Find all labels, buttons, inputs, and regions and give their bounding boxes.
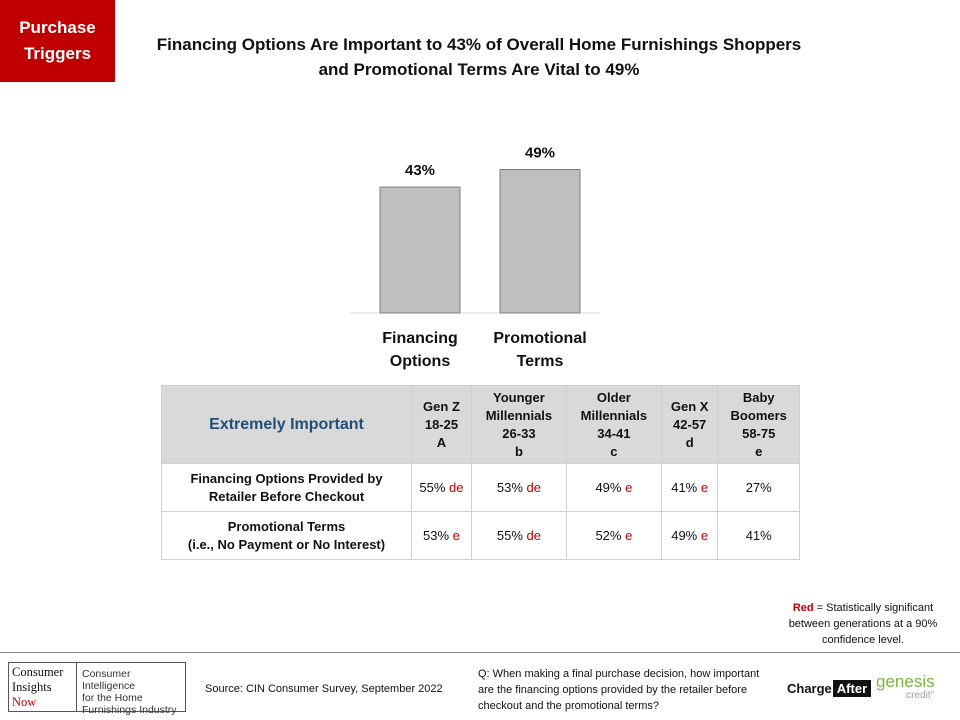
- row-label: [162, 464, 412, 512]
- category-label: Options: [389, 353, 451, 370]
- cell-significance: e: [621, 528, 633, 543]
- cell-value: 55%: [419, 480, 446, 495]
- cell-value: 53%: [496, 480, 523, 495]
- chargeafter-logo: [787, 680, 871, 697]
- row-label-line: (i.e., No Payment or No Interest): [187, 536, 386, 552]
- cell-value: 49%: [671, 528, 698, 543]
- section-tag: [0, 0, 115, 82]
- cell-significance: e: [697, 528, 709, 543]
- column-header-line: Gen X: [670, 398, 709, 414]
- cell-significance: e: [621, 480, 633, 495]
- cell-value: 41%: [671, 480, 698, 495]
- category-label: Terms: [516, 353, 564, 370]
- table-header-row: [162, 386, 800, 464]
- column-header-line: 18-25: [424, 416, 459, 432]
- table-row: [162, 512, 800, 560]
- cell-value: 49%: [595, 480, 622, 495]
- logo-tagline-line3: Furnishings Industry: [82, 704, 177, 716]
- source-text: Source: CIN Consumer Survey, September 2022: [205, 683, 443, 695]
- table-row: [162, 464, 800, 512]
- col-gen-z: [414, 398, 469, 452]
- category-label: Promotional: [493, 330, 587, 347]
- bar-chart: [340, 108, 620, 378]
- cell-significance: e: [449, 528, 460, 543]
- data-label: 49%: [524, 144, 556, 162]
- note-text-3: confidence level.: [822, 634, 904, 646]
- table-cell: [412, 464, 472, 512]
- column-header-line: Millennials: [485, 407, 553, 423]
- page-title: [118, 32, 840, 82]
- cin-logo-tagline: [77, 663, 185, 716]
- column-header: [661, 386, 718, 464]
- note-red-word: Red: [792, 602, 814, 614]
- col-gen-x: [664, 398, 716, 452]
- row-label-line: Promotional Terms: [227, 518, 346, 534]
- cell-value: 27%: [745, 480, 772, 495]
- data-label: 43%: [404, 162, 436, 180]
- cin-logo: [8, 662, 186, 716]
- column-header-line: Millennials: [580, 407, 648, 423]
- genesis-logo-word: genesis: [876, 672, 935, 691]
- column-header-line: A: [436, 434, 447, 450]
- note-text-1: = Statistically significant: [813, 602, 934, 614]
- column-header-line: d: [685, 434, 694, 450]
- table-cell: [566, 464, 661, 512]
- cell-value: 55%: [496, 528, 523, 543]
- table-cell: [718, 512, 800, 560]
- column-header-line: 42-57: [673, 416, 707, 432]
- table-cell: [471, 464, 566, 512]
- column-header-line: 34-41: [597, 425, 631, 441]
- survey-question: Q: When making a final purchase decision, how important are the financing options provided by the retailer before checkout and the promotional terms?: [478, 668, 760, 712]
- column-header-line: e: [755, 443, 763, 459]
- column-header-line: Older: [596, 389, 631, 405]
- table-cell: [718, 464, 800, 512]
- footer-divider: [0, 652, 960, 653]
- page-title-line1: Financing Options Are Important to 43% of Overall Home Furnishings Shoppers: [156, 35, 802, 54]
- column-header-line: 58-75: [742, 425, 776, 441]
- col-younger-millennials: [474, 389, 564, 461]
- row-label: [162, 512, 412, 560]
- cell-significance: de: [522, 480, 541, 495]
- bar: [380, 187, 460, 313]
- column-header: [412, 386, 472, 464]
- cell-significance: de: [522, 528, 541, 543]
- note-text-2: between generations at a 90%: [788, 618, 938, 630]
- chargeafter-logo-a: Charge: [787, 681, 832, 696]
- section-tag-line2: Triggers: [23, 44, 92, 63]
- table-cell: [471, 512, 566, 560]
- cell-significance: e: [697, 480, 709, 495]
- generation-table: [161, 385, 800, 560]
- table-cell: [566, 512, 661, 560]
- column-header-line: Baby: [742, 389, 775, 405]
- cell-value: 53%: [423, 528, 450, 543]
- significance-note: [770, 600, 956, 648]
- table-row-header: Extremely Important: [162, 386, 412, 464]
- logo-mark-line1: Consumer: [12, 665, 64, 679]
- table-cell: [661, 512, 718, 560]
- column-header-line: 26-33: [502, 425, 536, 441]
- page-title-line2: and Promotional Terms Are Vital to 49%: [318, 60, 640, 79]
- column-header: [471, 386, 566, 464]
- column-header-line: c: [610, 443, 618, 459]
- column-header-line: Younger: [493, 389, 545, 405]
- table-cell: [412, 512, 472, 560]
- bar: [500, 170, 580, 314]
- col-older-millennials: [569, 389, 659, 461]
- cell-value: 52%: [595, 528, 622, 543]
- col-baby-boomers: [720, 389, 797, 461]
- logo-mark-line2: Insights: [12, 680, 52, 694]
- category-label: Financing: [382, 330, 458, 347]
- genesis-logo-sub: credit°: [906, 690, 935, 701]
- table-cell: [661, 464, 718, 512]
- column-header-line: b: [514, 443, 523, 459]
- logo-tagline-line1: Consumer Intelligence: [82, 668, 136, 692]
- logo-mark-line3: Now: [12, 695, 37, 709]
- column-header: [566, 386, 661, 464]
- column-header-line: Gen Z: [423, 398, 460, 414]
- genesis-credit-logo: [876, 674, 935, 701]
- column-header-line: Boomers: [730, 407, 787, 423]
- cell-value: 41%: [745, 528, 772, 543]
- section-tag-line1: Purchase: [19, 18, 96, 37]
- cell-significance: de: [445, 480, 464, 495]
- column-header: [718, 386, 800, 464]
- row-label-line: Financing Options Provided by: [190, 470, 383, 486]
- chargeafter-logo-b: After: [833, 680, 871, 697]
- cin-logo-mark: [9, 663, 77, 711]
- row-label-line: Retailer Before Checkout: [208, 488, 365, 504]
- logo-tagline-line2: for the Home: [82, 692, 143, 704]
